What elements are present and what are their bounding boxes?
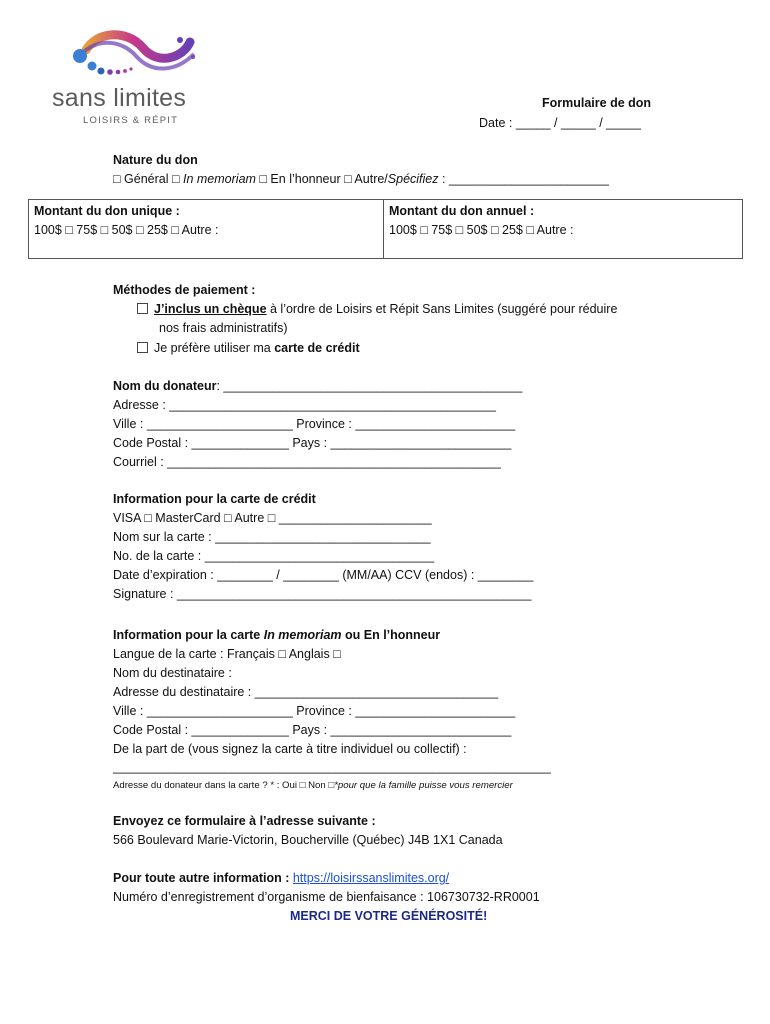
form-title: Formulaire de don (542, 96, 652, 110)
carte-prefix: Je préfère utiliser ma (154, 341, 275, 355)
info-line (113, 869, 449, 888)
memoriam-adresse[interactable]: Adresse du destinataire : ___________________________________ (113, 685, 499, 699)
donateur-code[interactable]: Code Postal : ______________ Pays : __________________________ (113, 436, 512, 450)
donateur-adresse[interactable]: Adresse : _______________________________________________ (113, 398, 497, 412)
paiement-carte[interactable] (137, 339, 360, 358)
logo (52, 28, 212, 128)
memoriam-code[interactable]: Code Postal : ______________ Pays : __________________________ (113, 723, 512, 737)
don-unique-heading: Montant du don unique : (34, 204, 180, 218)
don-annuel-box[interactable] (383, 199, 743, 259)
memoriam-part-blank[interactable]: _______________________________________________________________ (113, 760, 551, 774)
nature-honneur: □ En l’honneur □ Autre/ (255, 172, 388, 186)
nature-heading: Nature du don (113, 153, 198, 167)
carte-bold: carte de crédit (274, 341, 360, 355)
don-unique-options: 100$ □ 75$ □ 50$ □ 25$ □ Autre : (34, 223, 219, 237)
credit-signature[interactable]: Signature : ___________________________________________________ (113, 587, 532, 601)
memoriam-note[interactable] (113, 776, 513, 795)
website-link[interactable]: https://loisirssanslimites.org/ (292, 871, 450, 885)
logo-brand-text: sans limites (52, 84, 187, 112)
memoriam-heading-c: ou En l’honneur (341, 628, 441, 642)
memoriam-note-a: Adresse du donateur dans la carte ? * : Oui □ Non □ (113, 780, 335, 791)
credit-type[interactable]: VISA □ MasterCard □ Autre □ ______________________ (113, 511, 432, 525)
credit-numero[interactable]: No. de la carte : _________________________________ (113, 549, 435, 563)
credit-expiration[interactable]: Date d’expiration : ________ / ________ (MM/AA) CCV (endos) : ________ (113, 568, 534, 582)
donateur-ville[interactable]: Ville : _____________________ Province : _______________________ (113, 417, 516, 431)
cheque-bold: J’inclus un chèque (154, 302, 267, 316)
cheque-checkbox[interactable] (137, 303, 148, 314)
nature-options[interactable] (113, 170, 609, 189)
memoriam-part: De la part de (vous signez la carte à titre individuel ou collectif) : (113, 742, 467, 756)
memoriam-heading-a: Information pour la carte (113, 628, 264, 642)
date-field[interactable]: Date : _____ / _____ / _____ (479, 116, 641, 130)
nature-blank: : _______________________ (438, 172, 609, 186)
memoriam-ville[interactable]: Ville : _____________________ Province : _______________________ (113, 704, 516, 718)
don-annuel-options: 100$ □ 75$ □ 50$ □ 25$ □ Autre : (389, 223, 574, 237)
thanks-message: MERCI DE VOTRE GÉNÉROSITÉ! (290, 909, 488, 923)
credit-nom[interactable]: Nom sur la carte : _______________________________ (113, 530, 431, 544)
envoi-heading: Envoyez ce formulaire à l’adresse suivante : (113, 814, 376, 828)
logo-swirl-icon (68, 28, 203, 83)
nature-specifiez: Spécifiez (387, 172, 439, 186)
memoriam-heading (113, 626, 440, 645)
cheque-continuation: nos frais administratifs) (159, 321, 288, 335)
don-unique-box[interactable] (28, 199, 384, 259)
logo-tagline: LOISIRS & RÉPIT (83, 115, 179, 126)
donateur-nom-label: Nom du donateur (113, 379, 217, 393)
donateur-courriel[interactable]: Courriel : ________________________________________________ (113, 455, 501, 469)
cheque-rest: à l’ordre de Loisirs et Répit Sans Limites (suggéré pour réduire (266, 302, 618, 316)
memoriam-heading-b: In memoriam (263, 628, 342, 642)
memoriam-note-b: *pour que la famille puisse vous remercier (334, 780, 513, 791)
memoriam-nom[interactable]: Nom du destinataire : (113, 666, 232, 680)
registration-number: Numéro d’enregistrement d’organisme de bienfaisance : 106730732-RR0001 (113, 890, 540, 904)
nature-general: □ Général □ (113, 172, 183, 186)
paiement-heading: Méthodes de paiement : (113, 283, 256, 297)
memoriam-langue[interactable]: Langue de la carte : Français □ Anglais □ (113, 647, 341, 661)
carte-checkbox[interactable] (137, 342, 148, 353)
paiement-cheque[interactable] (137, 300, 617, 319)
donateur-nom[interactable] (113, 377, 522, 396)
don-annuel-heading: Montant du don annuel : (389, 204, 535, 218)
credit-heading: Information pour la carte de crédit (113, 492, 316, 506)
info-heading: Pour toute autre information : (113, 871, 293, 885)
envoi-address: 566 Boulevard Marie-Victorin, Boucherville (Québec) J4B 1X1 Canada (113, 833, 503, 847)
donateur-nom-blank: : ___________________________________________ (216, 379, 523, 393)
nature-memoriam: In memoriam (183, 172, 256, 186)
